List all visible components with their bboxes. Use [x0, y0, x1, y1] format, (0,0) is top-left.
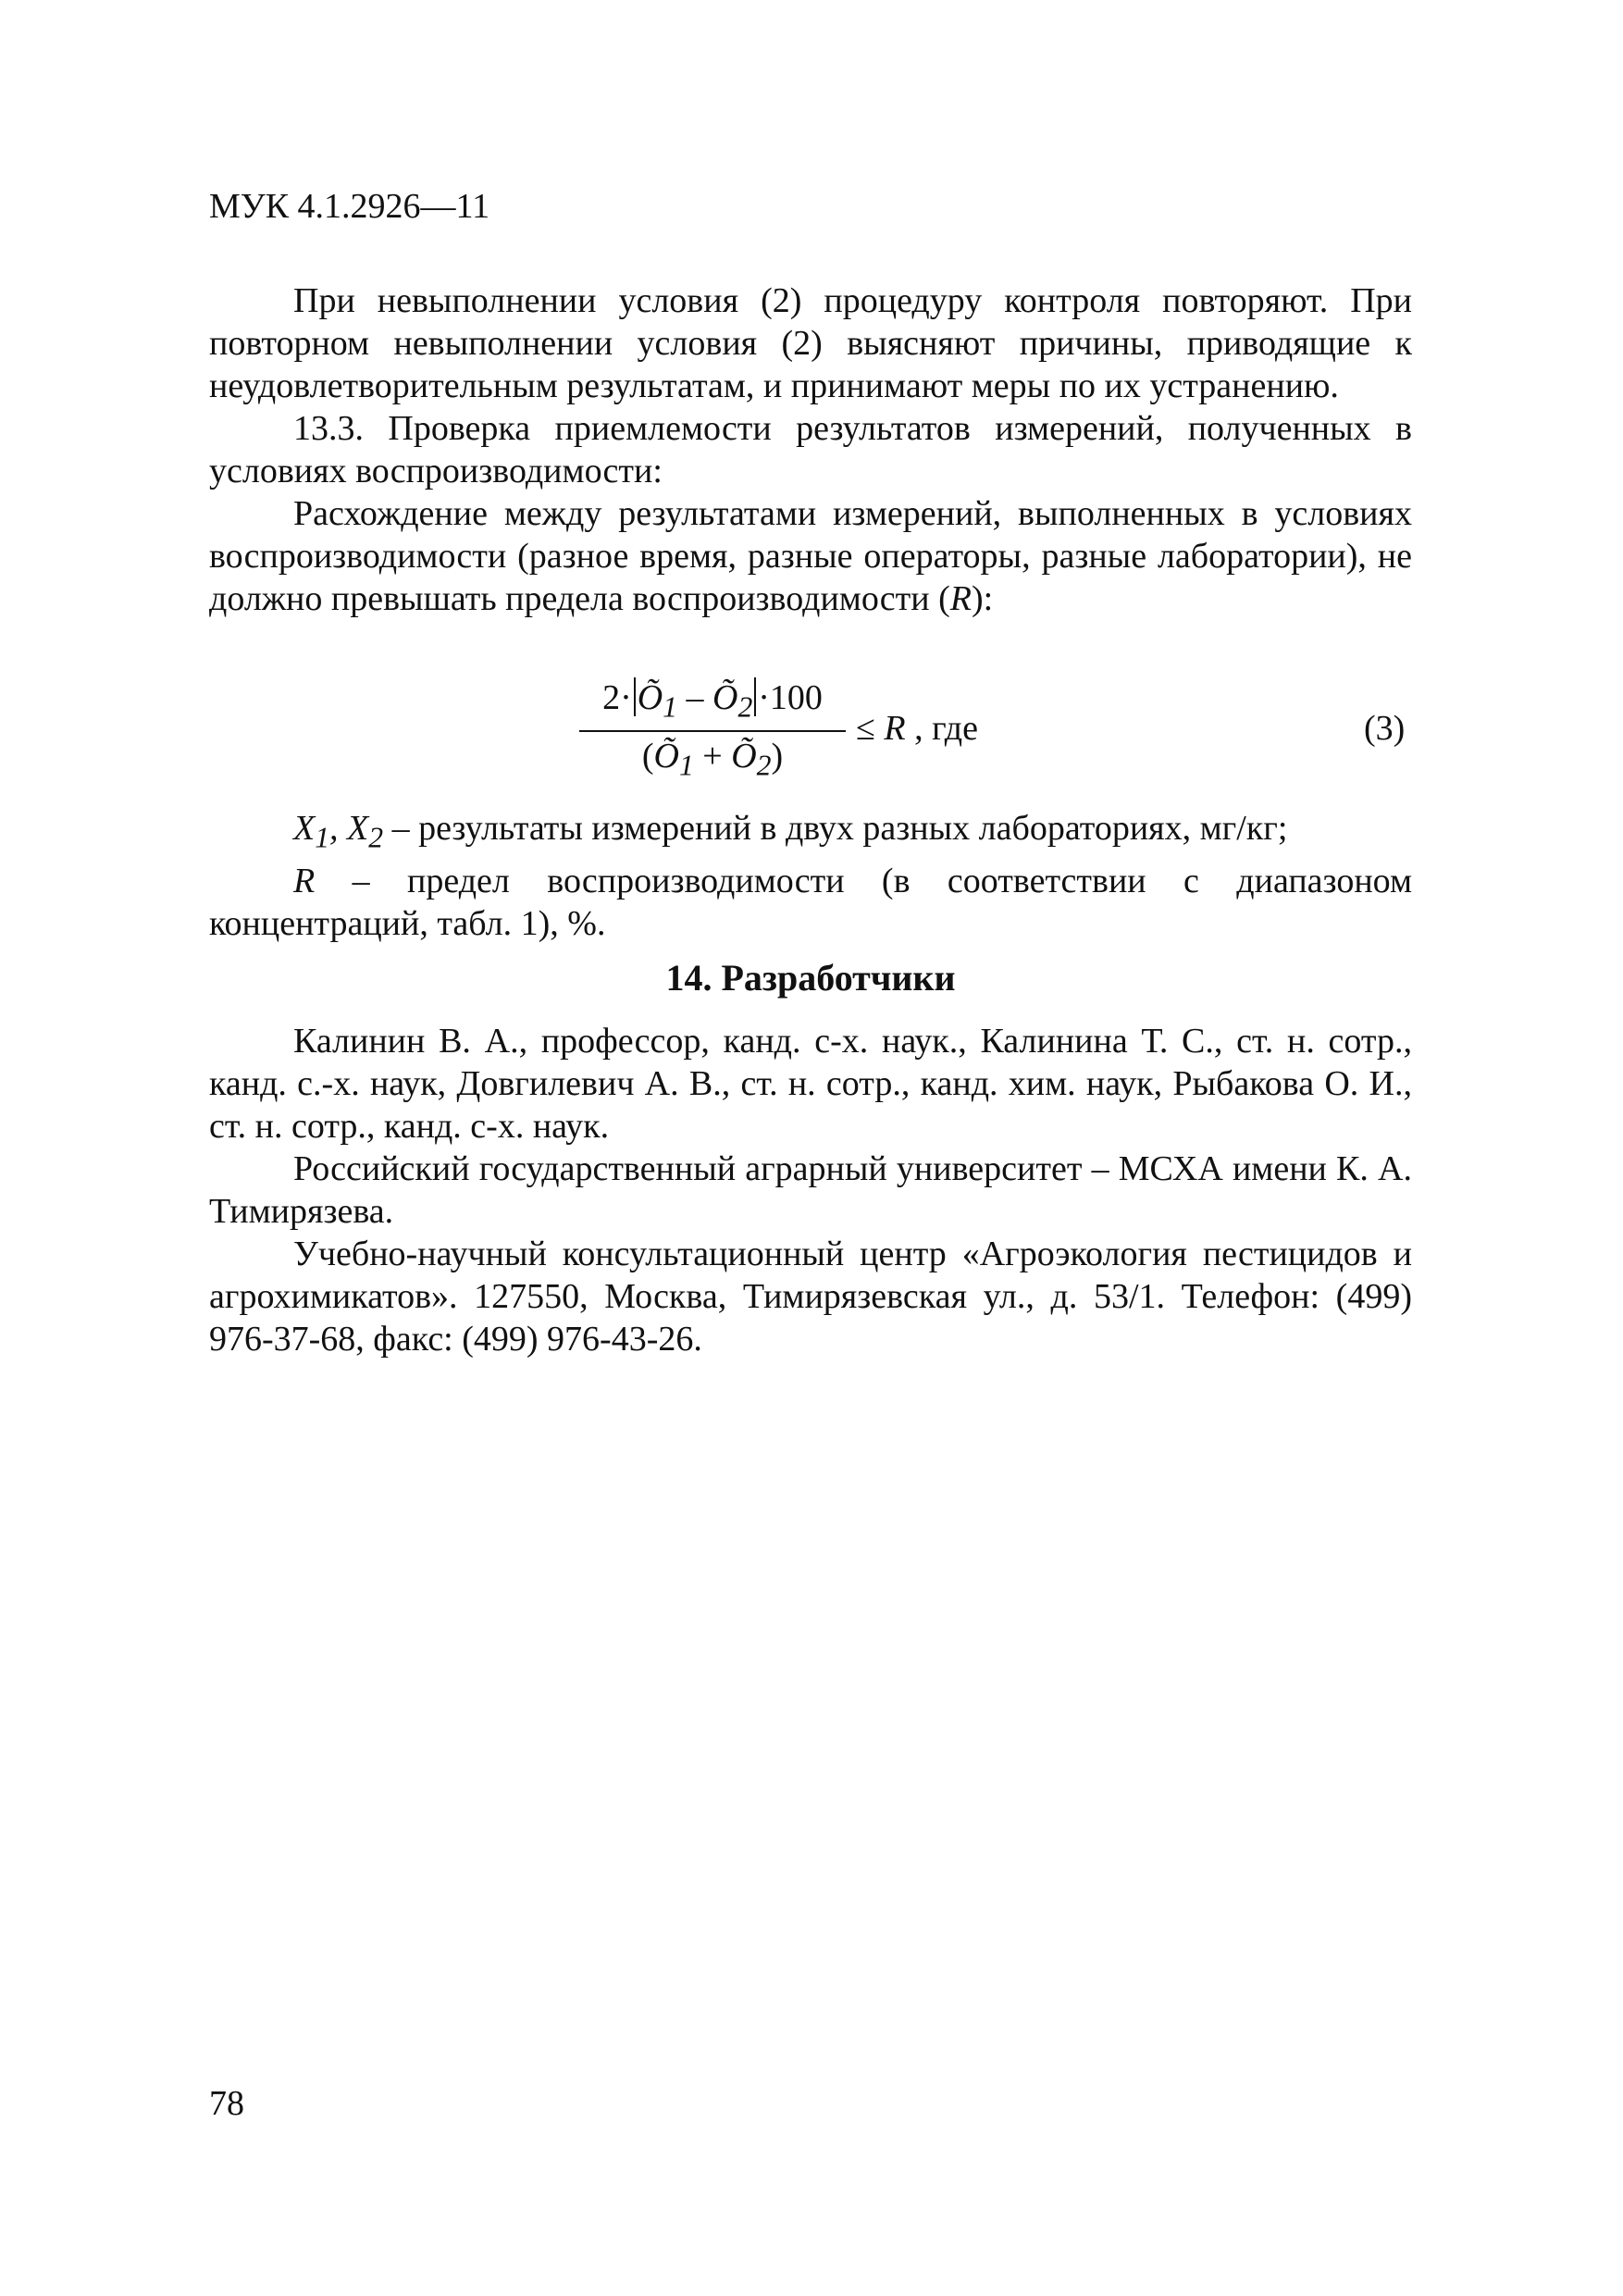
definitions-block	[209, 807, 1412, 945]
formula-sub2: 2	[737, 690, 753, 724]
abs-bar-right	[754, 677, 756, 716]
paragraph-university: Российский государственный аграрный университет – МСХА имени К. А. Тимирязева.	[209, 1149, 1412, 1231]
formula-minus: –	[677, 678, 712, 717]
abs-bar-left	[634, 677, 636, 716]
formula-relation	[856, 708, 978, 749]
top-text-block	[209, 279, 1412, 620]
paragraph-authors: Калинин В. А., профессор, канд. с-х. наук., Калинина Т. С., ст. н. сотр., канд. с.-х. наук, Довгилевич А. В., ст. н. сотр., канд. хим. наук, Рыбакова О. И., ст. н. сотр., канд. с-х. наук.	[209, 1022, 1412, 1146]
paragraph-center: Учебно-научный консультационный центр «Агроэкология пестицидов и агрохимикатов». 127550, Москва, Тимирязевская ул., д. 53/1. Телефон: (499) 976-37-68, факс: (499) 976-43-26.	[209, 1235, 1412, 1359]
paragraph-13-3: 13.3. Проверка приемлемости результатов измерений, полученных в условиях воспроизводимости:	[209, 409, 1412, 490]
paragraph-discrepancy-text: Расхождение между результатами измерений, выполненных в условиях воспроизводимости (разное время, разные операторы, разные лаборатории), не должно превышать предела воспроизводимости (	[209, 494, 1412, 618]
definition-x	[209, 807, 1412, 860]
formula-where: , где	[905, 709, 978, 748]
def-r-symbol: R	[293, 861, 316, 900]
document-header: МУК 4.1.2926—11	[209, 187, 490, 226]
def-x-text: – результаты измерений в двух разных лабораториях, мг/кг;	[383, 809, 1288, 848]
def-x-sep: , X	[329, 809, 369, 848]
formula-3	[574, 677, 1443, 798]
formula-den-sub1: 1	[678, 749, 694, 782]
paragraph-discrepancy	[209, 492, 1412, 620]
formula-open-paren: (	[641, 736, 654, 776]
definition-r	[209, 860, 1412, 945]
formula-den-sub2: 2	[756, 749, 772, 782]
formula-times100: ·100	[758, 678, 823, 717]
formula-denominator	[574, 732, 851, 783]
paragraph-repeat-control: При невыполнении условия (2) процедуру контроля повторяют. При повторном невыполнении условия (2) выясняют причины, приводящие к неудовлетворительным результатам, и принимают меры по их устранению.	[209, 281, 1412, 405]
formula-fraction	[574, 677, 851, 782]
paragraph-discrepancy-end: ):	[971, 579, 994, 618]
formula-den-x2: Õ	[731, 736, 757, 776]
def-x-symbol: X	[293, 809, 316, 848]
page-number: 78	[209, 2084, 244, 2123]
formula-coef: 2·	[602, 678, 632, 717]
formula-den-x1: Õ	[653, 736, 679, 776]
formula-r: R	[884, 709, 906, 748]
def-x-sub2: 2	[368, 821, 384, 854]
equation-number: (3)	[1364, 709, 1406, 748]
formula-plus: +	[693, 736, 732, 776]
formula-sub1: 1	[663, 690, 677, 724]
formula-leq: ≤	[856, 709, 885, 748]
def-x-sub1: 1	[315, 821, 330, 854]
formula-close-paren: )	[771, 736, 784, 776]
def-r-text: – предел воспроизводимости (в соответствии с диапазоном концентраций, табл. 1), %.	[209, 861, 1412, 943]
formula-x1: Õ	[637, 678, 663, 717]
developers-block	[209, 1020, 1412, 1360]
formula-numerator	[574, 677, 851, 730]
r-symbol: R	[949, 579, 972, 618]
section-title-developers: 14. Разработчики	[665, 957, 956, 999]
formula-x2: Õ	[712, 678, 738, 717]
